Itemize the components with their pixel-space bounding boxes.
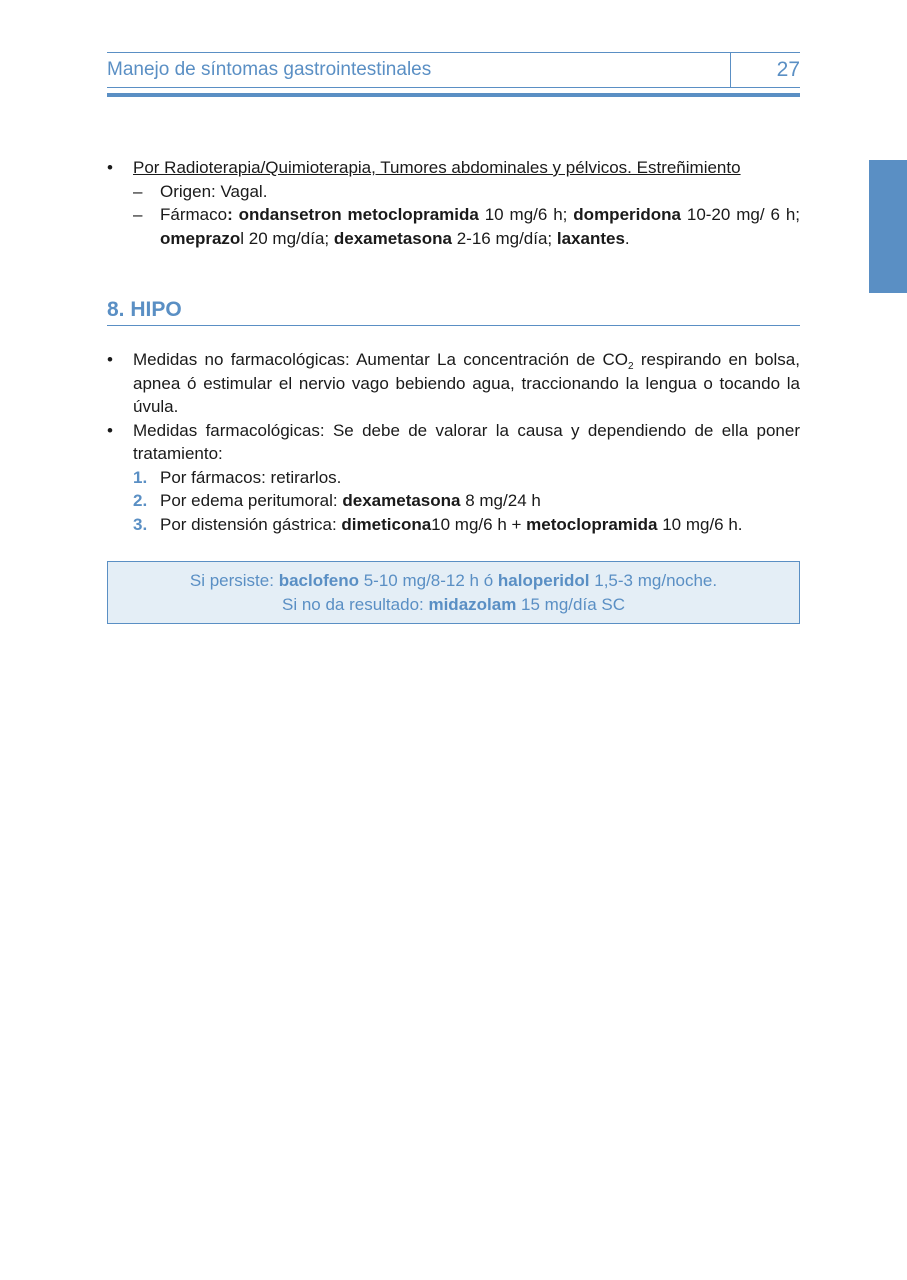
item-number: 2. [133, 491, 148, 510]
text: 1,5-3 mg/noche. [589, 571, 718, 590]
item-number: 3. [133, 514, 148, 534]
sub-item-farmaco [107, 203, 800, 250]
list-item-no-farmacologicas [107, 348, 800, 419]
text: 15 mg/día SC [516, 595, 625, 614]
callout-box [107, 561, 800, 624]
dash-marker: – [133, 205, 143, 224]
page-number: 27 [776, 58, 800, 81]
text: respirando en bolsa, apnea ó estimular el nervio vago bebiendo agua, traccionando la lengua o tocando la úvula. [133, 350, 800, 416]
list-item-radioterapia [107, 156, 800, 180]
drug-dexametasona: dexametasona [333, 228, 452, 248]
text: 5-10 mg/8-12 h ó [358, 571, 498, 590]
text: 10 mg/6 h + [431, 514, 527, 534]
item-number: 1. [133, 467, 148, 487]
text: Si persiste: [189, 571, 279, 590]
dose-text: 10 mg/6 h; [478, 205, 574, 224]
origin-text: Origen: Vagal. [160, 181, 268, 201]
callout-line-1 [108, 569, 799, 593]
list-item-farmacologicas [107, 419, 800, 466]
text: Por distensión gástrica: [160, 514, 342, 534]
drug-name: baclofeno [278, 571, 359, 590]
subscript: 2 [628, 361, 634, 372]
drug-name: haloperidol [497, 571, 590, 590]
drug-name: dimeticona [341, 514, 432, 534]
drug-omeprazol: omeprazo [160, 228, 241, 248]
header-rule [107, 93, 800, 97]
running-header [107, 52, 800, 88]
chapter-side-tab [869, 160, 907, 293]
numbered-item-1 [107, 466, 800, 490]
text: Por fármacos: retirarlos. [160, 467, 342, 487]
page-body [107, 156, 800, 624]
callout-line-2 [108, 593, 799, 617]
text: Medidas farmacológicas: Se debe de valorar la causa y dependiendo de ella poner tratamiento: [133, 420, 800, 463]
section-heading-hipo: 8. HIPO [107, 297, 800, 326]
dose-text: 2-16 mg/día; [451, 228, 557, 248]
dose-text: 10-20 mg/ 6 h; [680, 205, 800, 224]
dose-text: . [624, 228, 630, 248]
colon: : [227, 205, 233, 224]
sub-item-origen [107, 180, 800, 204]
text: Medidas no farmacológicas: Aumentar La concentración de CO [133, 350, 629, 369]
bullet-heading: Por Radioterapia/Quimioterapia, Tumores abdominales y pélvicos. Estreñimiento [133, 158, 741, 177]
numbered-item-3 [107, 513, 800, 537]
text: Por edema peritumoral: [160, 491, 343, 510]
header-divider [730, 53, 731, 87]
header-title: Manejo de síntomas gastrointestinales [107, 59, 432, 80]
numbered-item-2 [107, 489, 800, 513]
text: Si no da resultado: [281, 595, 429, 614]
drug-ondansetron: ondansetron [238, 205, 342, 224]
drug-laxantes: laxantes [556, 228, 625, 248]
dose-text: l 20 mg/día; [240, 228, 334, 248]
drug-name: metoclopramida [526, 514, 658, 534]
text: 10 mg/6 h. [657, 514, 743, 534]
text: 8 mg/24 h [460, 491, 541, 510]
drug-name: midazolam [428, 595, 517, 614]
drug-metoclopramida: metoclopramida [347, 205, 479, 224]
drug-name: dexametasona [342, 491, 461, 510]
farmaco-label: Fármaco [160, 205, 228, 224]
drug-domperidona: domperidona [573, 205, 681, 224]
dash-marker: – [133, 181, 143, 201]
